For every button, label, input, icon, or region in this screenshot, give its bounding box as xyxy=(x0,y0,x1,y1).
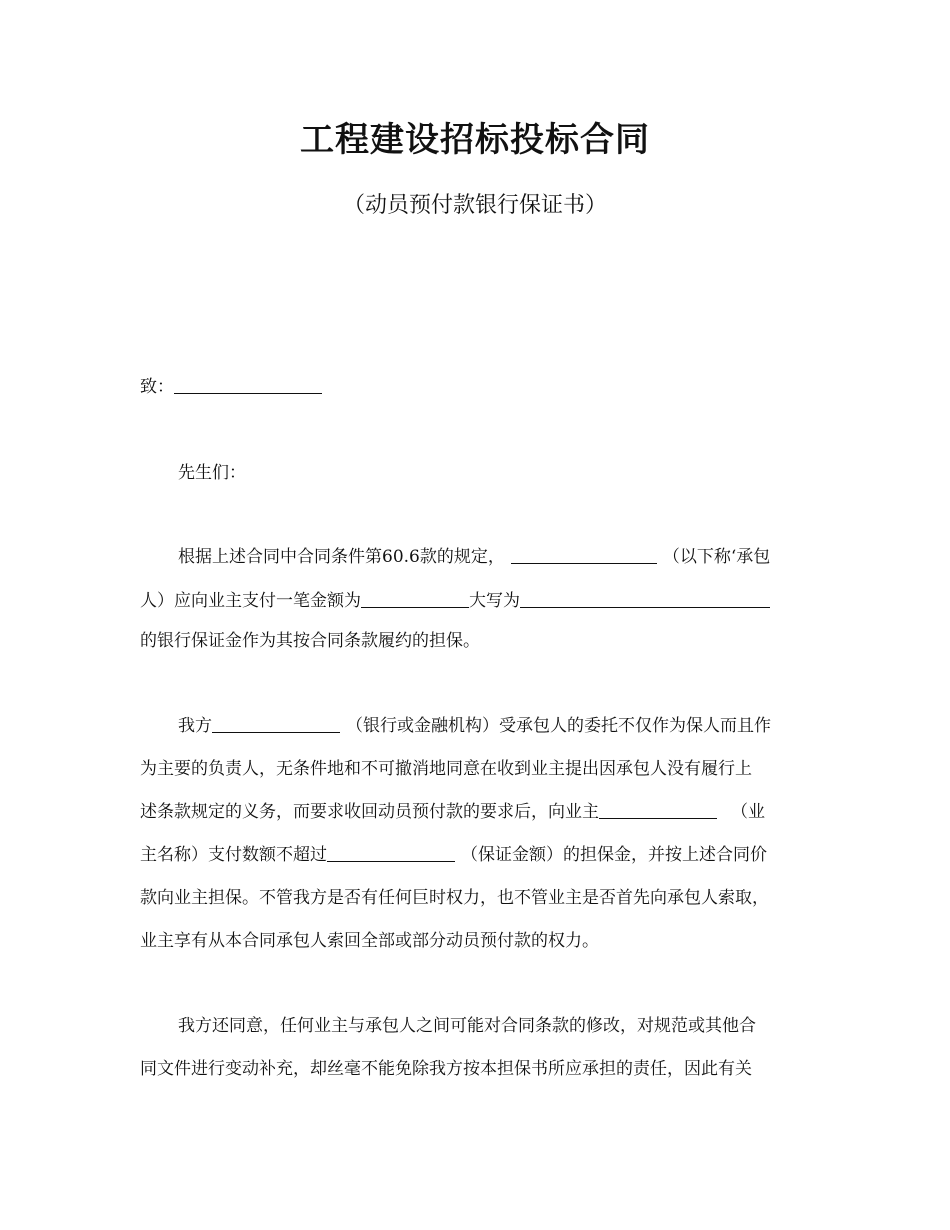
addressee-line xyxy=(140,374,820,400)
p1-text: 根据上述合同中合同条件第60.6款的规定， xyxy=(178,547,505,567)
p2-text: （保证金额）的担保金，并按上述合同价 xyxy=(461,845,767,865)
contractor-blank xyxy=(511,545,657,564)
p2-text: 主名称）支付数额不超过 xyxy=(140,845,327,865)
p2-text: （业 xyxy=(731,802,765,822)
p1-text: （以下称‘承包 xyxy=(662,547,771,567)
bank-blank xyxy=(212,714,340,733)
p1-text: 人）应向业主支付一笔金额为 xyxy=(140,591,361,611)
amount-blank xyxy=(361,589,469,608)
salutation: 先生们： xyxy=(178,463,246,483)
p2-line-2: 为主要的负责人，无条件地和不可撤消地同意在收到业主提出因承包人没有履行上 xyxy=(140,759,752,779)
addressee-blank xyxy=(174,375,322,394)
p3-line-1: 我方还同意，任何业主与承包人之间可能对合同条款的修改，对规范或其他合 xyxy=(178,1016,756,1036)
amount-words-blank xyxy=(520,589,770,608)
p3-line-2: 同文件进行变动补充，却丝毫不能免除我方按本担保书所应承担的责任，因此有关 xyxy=(140,1059,752,1079)
p2-text: （银行或金融机构）受承包人的委托不仅作为保人而且作 xyxy=(346,716,771,736)
document-title: 工程建设招标投标合同 xyxy=(300,120,650,160)
p2-text: 我方 xyxy=(178,716,212,736)
p2-line-4 xyxy=(140,842,820,868)
document-subtitle: （动员预付款银行保证书） xyxy=(342,193,607,218)
p2-line-6: 业主享有从本合同承包人索回全部或部分动员预付款的权力。 xyxy=(140,931,599,951)
p2-text: 述条款规定的义务，而要求收回动员预付款的要求后，向业主 xyxy=(140,802,599,822)
p1-line-3: 的银行保证金作为其按合同条款履约的担保。 xyxy=(140,631,480,651)
p1-line-1 xyxy=(178,544,812,570)
p1-line-2 xyxy=(140,588,820,614)
p1-text: 大写为 xyxy=(469,591,520,611)
employer-blank xyxy=(599,800,717,819)
p2-line-1 xyxy=(178,713,812,739)
guarantee-amount-blank xyxy=(327,843,455,862)
p2-line-5: 款向业主担保。不管我方是否有任何巨时权力，也不管业主是否首先向承包人索取， xyxy=(140,888,769,908)
p2-line-3 xyxy=(140,799,820,825)
to-label: 致： xyxy=(140,377,174,397)
